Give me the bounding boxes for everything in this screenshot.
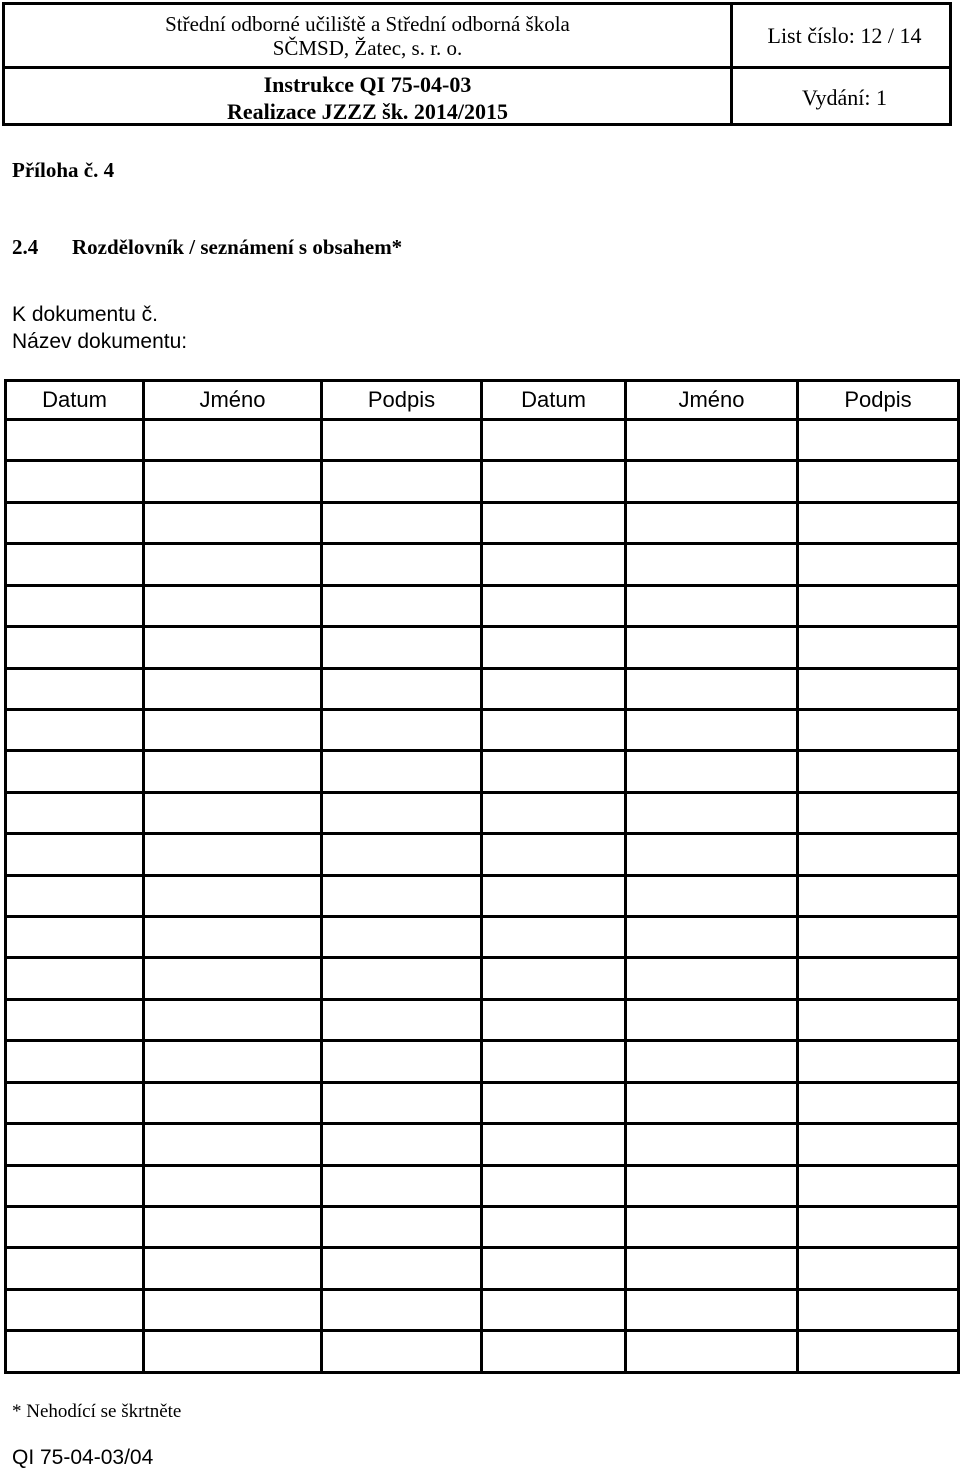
attachment-label: Příloha č. 4: [12, 158, 115, 182]
table-cell[interactable]: [144, 875, 322, 916]
table-row: [6, 834, 959, 875]
table-cell[interactable]: [626, 627, 798, 668]
document-name-label: Název dokumentu:: [12, 330, 188, 353]
table-cell[interactable]: [6, 1207, 144, 1248]
document-code: QI 75-04-03/04: [12, 1446, 154, 1469]
table-cell[interactable]: [6, 792, 144, 833]
table-cell[interactable]: [798, 792, 959, 833]
table-cell[interactable]: [144, 627, 322, 668]
header-school-name: [5, 5, 730, 66]
table-cell[interactable]: [626, 792, 798, 833]
table-cell[interactable]: [798, 834, 959, 875]
table-cell[interactable]: [798, 1165, 959, 1206]
document-number-label: K dokumentu č.: [12, 303, 158, 326]
table-row: [6, 1331, 959, 1373]
table-cell[interactable]: [6, 502, 144, 543]
table-row: [6, 958, 959, 999]
table-cell[interactable]: [798, 627, 959, 668]
table-cell[interactable]: [144, 958, 322, 999]
table-cell[interactable]: [6, 999, 144, 1040]
table-row: [6, 709, 959, 750]
table-cell[interactable]: [6, 627, 144, 668]
table-row: [6, 1041, 959, 1082]
table-cell[interactable]: [322, 1124, 482, 1165]
table-cell[interactable]: [144, 585, 322, 626]
table-cell[interactable]: [322, 1082, 482, 1123]
table-cell[interactable]: [482, 627, 626, 668]
table-cell[interactable]: [482, 585, 626, 626]
column-header-date: Datum: [6, 381, 144, 420]
table-cell[interactable]: [482, 917, 626, 958]
table-cell[interactable]: [322, 502, 482, 543]
header-edition: [733, 69, 949, 126]
table-cell[interactable]: [144, 1082, 322, 1123]
table-cell[interactable]: [482, 834, 626, 875]
table-cell[interactable]: [482, 1041, 626, 1082]
header-page-number: [733, 5, 949, 66]
table-cell[interactable]: [6, 917, 144, 958]
table-row: [6, 420, 959, 461]
table-cell[interactable]: [482, 958, 626, 999]
table-cell[interactable]: [144, 999, 322, 1040]
table-cell[interactable]: [322, 1165, 482, 1206]
table-row: [6, 751, 959, 792]
table-cell[interactable]: [144, 834, 322, 875]
table-row: [6, 1207, 959, 1248]
section-title: Rozdělovník / seznámení s obsahem*: [72, 235, 403, 259]
column-header-name: Jméno: [144, 381, 322, 420]
table-row: [6, 917, 959, 958]
table-cell[interactable]: [798, 1041, 959, 1082]
table-cell[interactable]: [6, 1248, 144, 1289]
table-cell[interactable]: [626, 751, 798, 792]
table-cell[interactable]: [6, 1289, 144, 1330]
table-cell[interactable]: [482, 751, 626, 792]
table-cell[interactable]: [322, 1289, 482, 1330]
table-cell[interactable]: [626, 875, 798, 916]
table-cell[interactable]: [798, 751, 959, 792]
table-cell[interactable]: [144, 502, 322, 543]
table-cell[interactable]: [626, 1041, 798, 1082]
table-cell[interactable]: [322, 668, 482, 709]
table-cell[interactable]: [144, 1289, 322, 1330]
table-row: [6, 1124, 959, 1165]
table-cell[interactable]: [482, 792, 626, 833]
column-header-signature: Podpis: [322, 381, 482, 420]
column-header-name-2: Jméno: [626, 381, 798, 420]
table-cell[interactable]: [322, 1331, 482, 1373]
table-cell[interactable]: [144, 1165, 322, 1206]
table-cell[interactable]: [322, 544, 482, 585]
table-cell[interactable]: [144, 792, 322, 833]
table-cell[interactable]: [798, 585, 959, 626]
table-cell[interactable]: [482, 1165, 626, 1206]
table-row: [6, 1165, 959, 1206]
table-cell[interactable]: [626, 461, 798, 502]
table-row: [6, 1082, 959, 1123]
table-cell[interactable]: [626, 709, 798, 750]
table-cell[interactable]: [322, 1041, 482, 1082]
signature-table: [4, 379, 960, 1374]
table-cell[interactable]: [6, 1331, 144, 1373]
table-cell[interactable]: [322, 751, 482, 792]
table-header-row: [6, 381, 959, 420]
table-cell[interactable]: [482, 544, 626, 585]
table-cell[interactable]: [626, 1289, 798, 1330]
table-cell[interactable]: [482, 420, 626, 461]
table-cell[interactable]: [482, 502, 626, 543]
table-cell[interactable]: [322, 709, 482, 750]
table-cell[interactable]: [482, 709, 626, 750]
table-cell[interactable]: [626, 1165, 798, 1206]
table-cell[interactable]: [626, 502, 798, 543]
table-cell[interactable]: [626, 958, 798, 999]
table-cell[interactable]: [798, 999, 959, 1040]
table-cell[interactable]: [144, 668, 322, 709]
table-row: [6, 999, 959, 1040]
school-name-line1: Střední odborné učiliště a Střední odborná škola: [165, 11, 570, 36]
table-cell[interactable]: [144, 1041, 322, 1082]
table-cell[interactable]: [144, 1248, 322, 1289]
table-cell[interactable]: [482, 461, 626, 502]
table-cell[interactable]: [6, 668, 144, 709]
table-row: [6, 461, 959, 502]
column-header-signature-2: Podpis: [798, 381, 959, 420]
table-cell[interactable]: [482, 999, 626, 1040]
table-cell[interactable]: [798, 917, 959, 958]
table-row: [6, 668, 959, 709]
table-cell[interactable]: [144, 461, 322, 502]
table-cell[interactable]: [144, 420, 322, 461]
header-instruction: [5, 69, 730, 126]
table-cell[interactable]: [798, 502, 959, 543]
instruction-line1: Instrukce QI 75-04-03: [263, 71, 472, 97]
table-cell[interactable]: [798, 668, 959, 709]
table-cell[interactable]: [798, 1248, 959, 1289]
column-header-date-2: Datum: [482, 381, 626, 420]
table-cell[interactable]: [6, 420, 144, 461]
table-cell[interactable]: [626, 1082, 798, 1123]
table-cell[interactable]: [144, 1124, 322, 1165]
table-cell[interactable]: [798, 1207, 959, 1248]
page-number-text: List číslo: 12 / 14: [767, 22, 922, 48]
table-cell[interactable]: [798, 461, 959, 502]
table-row: [6, 585, 959, 626]
section-number: 2.4: [12, 235, 39, 259]
table-row: [6, 1248, 959, 1289]
table-cell[interactable]: [798, 1331, 959, 1373]
table-cell[interactable]: [6, 585, 144, 626]
document-header: [2, 2, 952, 126]
table-cell[interactable]: [144, 544, 322, 585]
table-cell[interactable]: [482, 1124, 626, 1165]
table-cell[interactable]: [626, 1124, 798, 1165]
table-cell[interactable]: [798, 1124, 959, 1165]
table-cell[interactable]: [626, 1207, 798, 1248]
table-cell[interactable]: [798, 1082, 959, 1123]
table-cell[interactable]: [798, 544, 959, 585]
edition-text: Vydání: 1: [802, 84, 887, 110]
table-cell[interactable]: [482, 875, 626, 916]
instruction-line2: Realizace JZZZ šk. 2014/2015: [226, 98, 509, 124]
table-cell[interactable]: [144, 709, 322, 750]
table-cell[interactable]: [6, 751, 144, 792]
table-row: [6, 1289, 959, 1330]
table-cell[interactable]: [322, 958, 482, 999]
table-cell[interactable]: [6, 1041, 144, 1082]
table-cell[interactable]: [482, 1289, 626, 1330]
table-cell[interactable]: [6, 709, 144, 750]
table-cell[interactable]: [798, 420, 959, 461]
table-cell[interactable]: [798, 709, 959, 750]
table-cell[interactable]: [322, 1207, 482, 1248]
table-cell[interactable]: [626, 834, 798, 875]
table-cell[interactable]: [6, 1124, 144, 1165]
table-cell[interactable]: [144, 751, 322, 792]
table-cell[interactable]: [626, 420, 798, 461]
table-cell[interactable]: [626, 544, 798, 585]
table-cell[interactable]: [482, 1082, 626, 1123]
table-cell[interactable]: [626, 585, 798, 626]
table-cell[interactable]: [626, 668, 798, 709]
school-name-line2: SČMSD, Žatec, s. r. o.: [272, 35, 463, 60]
table-cell[interactable]: [626, 917, 798, 958]
table-cell[interactable]: [322, 461, 482, 502]
table-cell[interactable]: [6, 834, 144, 875]
table-cell[interactable]: [6, 1082, 144, 1123]
table-cell[interactable]: [6, 958, 144, 999]
table-cell[interactable]: [626, 999, 798, 1040]
table-row: [6, 792, 959, 833]
table-cell[interactable]: [322, 627, 482, 668]
table-cell[interactable]: [144, 917, 322, 958]
table-cell[interactable]: [144, 1331, 322, 1373]
table-cell[interactable]: [626, 1248, 798, 1289]
table-cell[interactable]: [322, 999, 482, 1040]
table-cell[interactable]: [6, 544, 144, 585]
table-cell[interactable]: [482, 1331, 626, 1373]
footnote: * Nehodící se škrtněte: [12, 1401, 182, 1422]
table-cell[interactable]: [322, 420, 482, 461]
table-row: [6, 627, 959, 668]
table-cell[interactable]: [6, 1165, 144, 1206]
table-row: [6, 502, 959, 543]
section-heading: [12, 235, 402, 260]
table-cell[interactable]: [798, 1289, 959, 1330]
table-cell[interactable]: [626, 1331, 798, 1373]
table-row: [6, 544, 959, 585]
table-cell[interactable]: [482, 1207, 626, 1248]
table-cell[interactable]: [322, 834, 482, 875]
table-cell[interactable]: [322, 875, 482, 916]
table-cell[interactable]: [322, 792, 482, 833]
table-cell[interactable]: [322, 1248, 482, 1289]
table-cell[interactable]: [798, 958, 959, 999]
table-row: [6, 875, 959, 916]
table-cell[interactable]: [798, 875, 959, 916]
table-cell[interactable]: [6, 461, 144, 502]
table-cell[interactable]: [322, 585, 482, 626]
table-cell[interactable]: [482, 668, 626, 709]
table-cell[interactable]: [482, 1248, 626, 1289]
table-cell[interactable]: [322, 917, 482, 958]
table-cell[interactable]: [6, 875, 144, 916]
table-cell[interactable]: [144, 1207, 322, 1248]
